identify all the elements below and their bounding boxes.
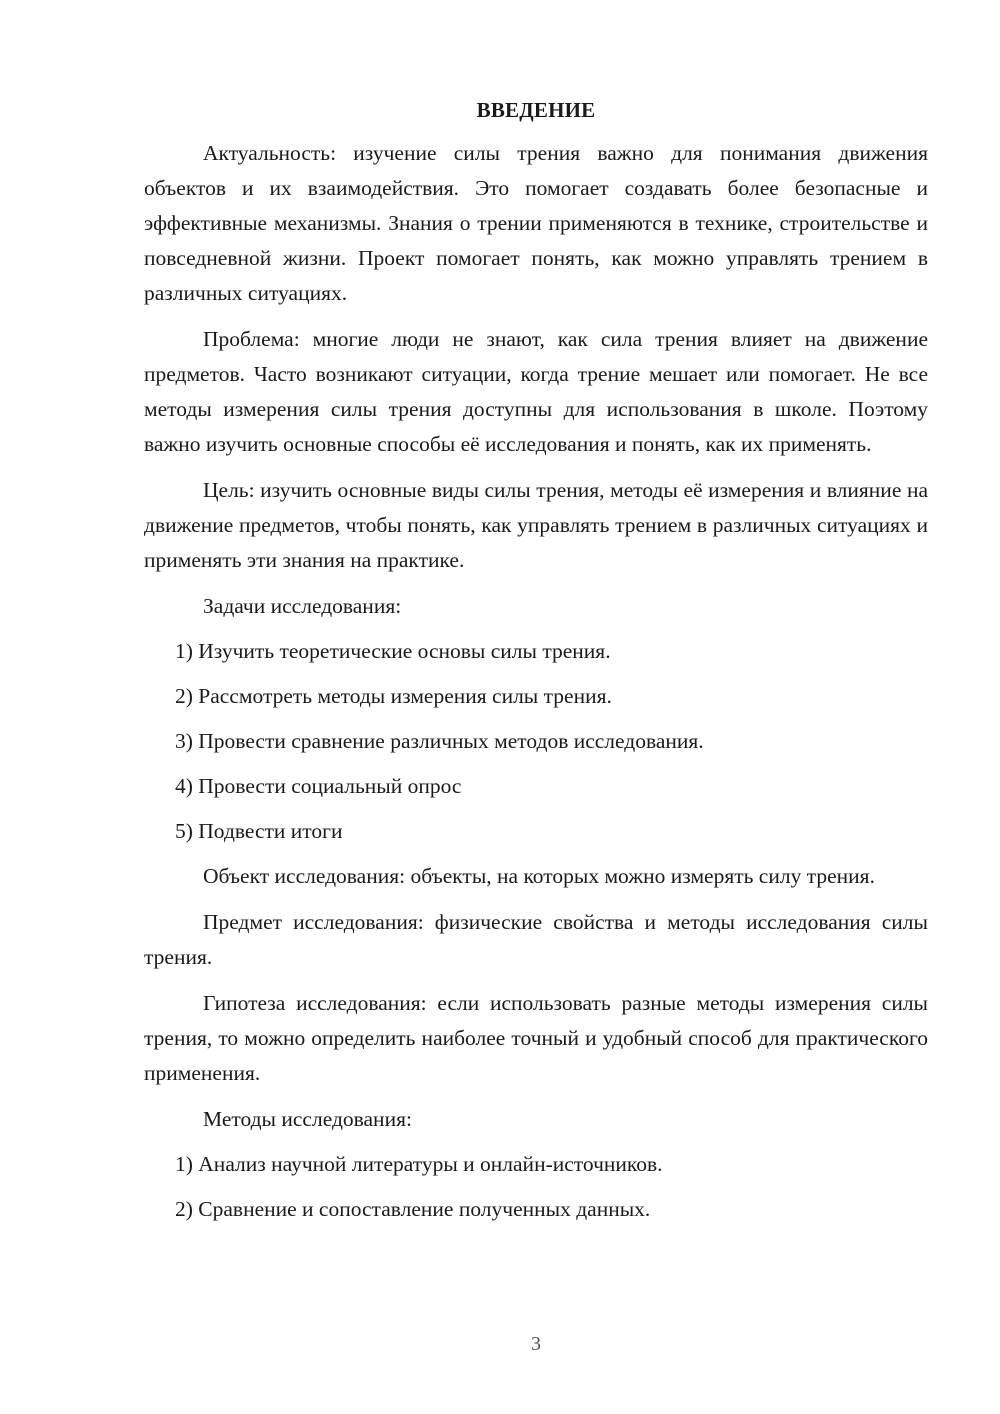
goal-paragraph: Цель: изучить основные виды силы трения, методы её измерения и влияние на движение предметов, чтобы понять, как управлять трением в различных ситуациях и применять эти знания на практике.	[144, 478, 928, 572]
list-item: 2) Сравнение и сопоставление полученных данных.	[175, 1197, 651, 1221]
list-item: 1) Анализ научной литературы и онлайн-источников.	[175, 1152, 663, 1176]
tasks-list	[144, 634, 928, 849]
page-title: ВВЕДЕНИЕ	[476, 98, 596, 122]
list-item: 5) Подвести итоги	[175, 819, 343, 843]
list-item: 4) Провести социальный опрос	[175, 774, 462, 798]
list-item: 1) Изучить теоретические основы силы трения.	[175, 639, 611, 663]
list-item: 3) Провести сравнение различных методов исследования.	[175, 729, 704, 753]
hypothesis-paragraph: Гипотеза исследования: если использовать разные методы измерения силы трения, то можно определить наиболее точный и удобный способ для практического применения.	[144, 991, 928, 1085]
methods-list	[144, 1147, 928, 1227]
problem-paragraph: Проблема: многие люди не знают, как сила трения влияет на движение предметов. Часто возникают ситуации, когда трение мешает или помогает. Не все методы измерения силы трения доступны для использования в школе. Поэтому важно изучить основные способы её исследования и понять, как их применять.	[144, 327, 928, 456]
list-item: 2) Рассмотреть методы измерения силы трения.	[175, 684, 612, 708]
methods-heading: Методы исследования:	[203, 1107, 412, 1131]
subject-paragraph: Предмет исследования: физические свойства и методы исследования силы трения.	[144, 910, 928, 969]
document-page	[144, 96, 928, 1237]
page-number: 3	[531, 1333, 541, 1355]
tasks-heading: Задачи исследования:	[203, 594, 402, 618]
relevance-paragraph: Актуальность: изучение силы трения важно для понимания движения объектов и их взаимодействия. Это помогает создавать более безопасные и эффективные механизмы. Знания о трении применяются в технике, строительстве и повседневной жизни. Проект помогает понять, как можно управлять трением в различных ситуациях.	[144, 141, 928, 305]
object-paragraph: Объект исследования: объекты, на которых можно измерять силу трения.	[203, 864, 875, 888]
